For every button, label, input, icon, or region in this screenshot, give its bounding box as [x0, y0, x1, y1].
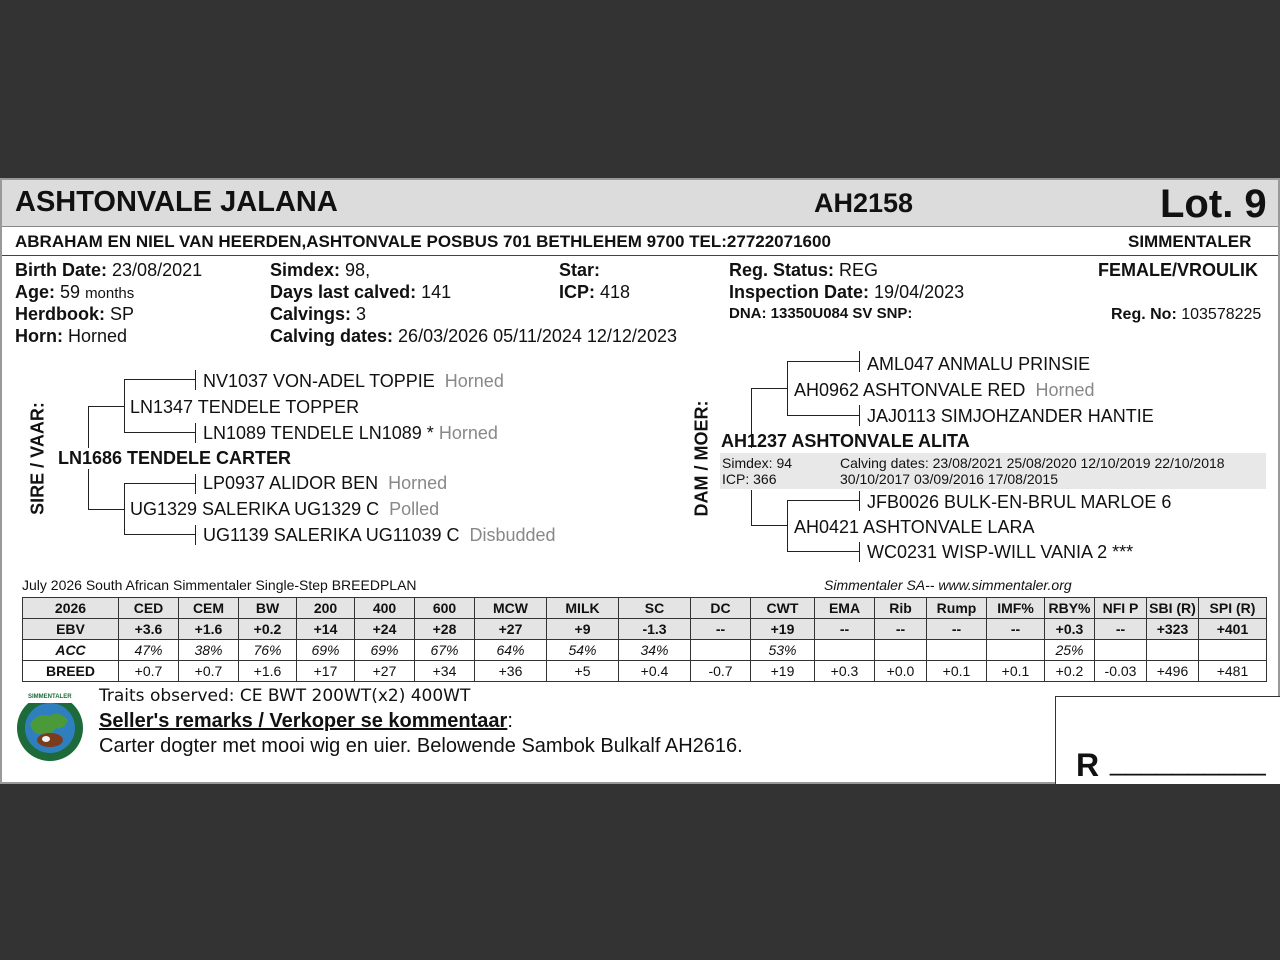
- sire-tree-line: [124, 534, 196, 535]
- breedplan-breed-cell: +496: [1147, 661, 1199, 682]
- breedplan-ebv-cell: +3.6: [119, 619, 179, 640]
- simmentaler-logo: [14, 690, 86, 762]
- breedplan-header-cell: MCW: [475, 598, 547, 619]
- simdex: Simdex: 98,: [270, 260, 371, 280]
- breedplan-breed-cell: +27: [355, 661, 415, 682]
- sire-tree-line: [195, 423, 196, 443]
- animal-name: ASHTONVALE JALANA: [15, 186, 338, 218]
- lot-card: [0, 178, 1280, 784]
- breedplan-breed-cell: +0.7: [179, 661, 239, 682]
- sire-dam-dam: UG1139 SALERIKA UG11039 C Disbudded: [203, 525, 556, 545]
- dam-dam-sire: JFB0026 BULK-EN-BRUL MARLOE 6: [867, 492, 1172, 512]
- sire-tree-line: [124, 483, 196, 484]
- breedplan-breed-cell: BREED: [23, 661, 119, 682]
- dam-calving-dates-cont: 30/10/2017 03/09/2016 17/08/2015: [840, 471, 1058, 487]
- sire-sire-dam: LN1089 TENDELE LN1089 * Horned: [203, 423, 498, 443]
- breedplan-header-cell: Rib: [875, 598, 927, 619]
- breedplan-header-cell: 200: [297, 598, 355, 619]
- price-box[interactable]: [1055, 696, 1280, 784]
- registration-id: AH2158: [814, 188, 914, 218]
- breedplan-breed-row: [23, 661, 1267, 682]
- sire-tree-line: [124, 379, 125, 433]
- reg-status: Reg. Status: REG: [729, 260, 879, 280]
- breedplan-ebv-cell: -1.3: [619, 619, 691, 640]
- breedplan-source: Simmentaler SA-- www.simmentaler.org: [824, 577, 1072, 593]
- sire-tree-line: [124, 483, 125, 535]
- dam-tree-line: [751, 388, 787, 389]
- dam-label: DAM / MOER:: [691, 400, 712, 517]
- breedplan-header-row: [23, 598, 1267, 619]
- breedplan-acc-cell: 54%: [547, 640, 619, 661]
- dam-tree-line: [751, 525, 787, 526]
- breedplan-acc-cell: 25%: [1045, 640, 1095, 661]
- breedplan-breed-cell: +5: [547, 661, 619, 682]
- breedplan-breed-cell: +34: [415, 661, 475, 682]
- breedplan-ebv-cell: +14: [297, 619, 355, 640]
- breedplan-ebv-cell: --: [875, 619, 927, 640]
- breedplan-acc-cell: [1199, 640, 1267, 661]
- breedplan-header-cell: CWT: [751, 598, 815, 619]
- dam-tree-line: [787, 500, 860, 501]
- breedplan-header-cell: EMA: [815, 598, 875, 619]
- breedplan-breed-cell: +1.6: [239, 661, 297, 682]
- sire-label: SIRE / VAAR:: [27, 402, 48, 515]
- breedplan-ebv-cell: +0.2: [239, 619, 297, 640]
- remarks-text: Carter dogter met mooi wig en uier. Belowende Sambok Bulkalf AH2616.: [99, 735, 743, 757]
- breedplan-acc-cell: [1147, 640, 1199, 661]
- breedplan-breed-cell: -0.7: [691, 661, 751, 682]
- breedplan-breed-cell: +0.7: [119, 661, 179, 682]
- dam-sire: AH0962 ASHTONVALE RED Horned: [794, 380, 1095, 400]
- breedplan-acc-row: [23, 640, 1267, 661]
- dam-calving-dates: Calving dates: 23/08/2021 25/08/2020 12/10/2019 22/10/2018: [840, 455, 1225, 471]
- dam-sire-dam: JAJ0113 SIMJOHZANDER HANTIE: [867, 406, 1154, 426]
- sire-tree-line: [124, 379, 196, 380]
- breedplan-acc-cell: [875, 640, 927, 661]
- breedplan-acc-cell: 38%: [179, 640, 239, 661]
- remarks-heading: Seller's remarks / Verkoper se kommentaar:: [99, 710, 513, 732]
- breedplan-ebv-cell: EBV: [23, 619, 119, 640]
- sire-dam-sire: LP0937 ALIDOR BEN Horned: [203, 473, 448, 493]
- dam-tree-line: [859, 542, 860, 562]
- breedplan-ebv-cell: +24: [355, 619, 415, 640]
- breedplan-acc-cell: [927, 640, 987, 661]
- dam-tree-line: [751, 490, 752, 526]
- breedplan-acc-cell: 64%: [475, 640, 547, 661]
- breedplan-title: July 2026 South African Simmentaler Single-Step BREEDPLAN: [22, 577, 417, 593]
- breedplan-acc-cell: 34%: [619, 640, 691, 661]
- breedplan-ebv-cell: +0.3: [1045, 619, 1095, 640]
- dam-tree-line: [859, 405, 860, 426]
- breedplan-header-cell: 600: [415, 598, 475, 619]
- breedplan-breed-cell: +36: [475, 661, 547, 682]
- breedplan-header-cell: CED: [119, 598, 179, 619]
- horn-status: Horn: Horned: [15, 326, 128, 346]
- breedplan-ebv-cell: +28: [415, 619, 475, 640]
- dam-icp: ICP: 366: [722, 471, 777, 487]
- sire-tree-line: [88, 509, 124, 510]
- breedplan-header-cell: RBY%: [1045, 598, 1095, 619]
- dam-tree-line: [859, 491, 860, 511]
- dam-dam-dam: WC0231 WISP-WILL VANIA 2 ***: [867, 542, 1134, 562]
- breedplan-acc-cell: 47%: [119, 640, 179, 661]
- breedplan-header-cell: NFI P: [1095, 598, 1147, 619]
- owner-bar: [2, 228, 1278, 256]
- birth-date: Birth Date: 23/08/2021: [15, 260, 203, 280]
- breedplan-ebv-cell: --: [691, 619, 751, 640]
- dam-tree-line: [787, 500, 788, 552]
- star: Star:: [559, 260, 601, 280]
- breedplan-header-cell: SC: [619, 598, 691, 619]
- breedplan-ebv-cell: +323: [1147, 619, 1199, 640]
- breedplan-breed-cell: +481: [1199, 661, 1267, 682]
- breedplan-ebv-cell: +1.6: [179, 619, 239, 640]
- breedplan-header-cell: DC: [691, 598, 751, 619]
- breedplan-ebv-cell: +401: [1199, 619, 1267, 640]
- breedplan-acc-cell: 53%: [751, 640, 815, 661]
- inspection-date: Inspection Date: 19/04/2023: [729, 282, 965, 302]
- days-last-calved: Days last calved: 141: [270, 282, 452, 302]
- sire-name: LN1686 TENDELE CARTER: [58, 448, 292, 468]
- breedplan-breed-cell: -0.03: [1095, 661, 1147, 682]
- breedplan-acc-cell: ACC: [23, 640, 119, 661]
- price-currency: R: [1076, 747, 1100, 783]
- breedplan-header-cell: MILK: [547, 598, 619, 619]
- breedplan-breed-cell: +0.3: [815, 661, 875, 682]
- breedplan-breed-cell: +0.1: [987, 661, 1045, 682]
- owner-details: ABRAHAM EN NIEL VAN HEERDEN,ASHTONVALE POSBUS 701 BETHLEHEM 9700 TEL:27722071600: [15, 232, 831, 251]
- sire-sire-sire: NV1037 VON-ADEL TOPPIE Horned: [203, 371, 504, 391]
- breedplan-acc-cell: [1095, 640, 1147, 661]
- dna-info: DNA: 13350U084 SV SNP:: [729, 305, 913, 322]
- sire-tree-line: [195, 525, 196, 545]
- breedplan-ebv-cell: +19: [751, 619, 815, 640]
- logo-text: SIMMENTALER: [28, 694, 72, 700]
- breedplan-header-cell: Rump: [927, 598, 987, 619]
- sire-sire: LN1347 TENDELE TOPPER: [130, 397, 360, 417]
- breedplan-header-cell: BW: [239, 598, 297, 619]
- calvings: Calvings: 3: [270, 304, 367, 324]
- sire-tree-line: [195, 474, 196, 494]
- breedplan-header-cell: IMF%: [987, 598, 1045, 619]
- dam-sire-sire: AML047 ANMALU PRINSIE: [867, 354, 1091, 374]
- breedplan-breed-cell: +19: [751, 661, 815, 682]
- sex: FEMALE/VROULIK: [1098, 260, 1258, 280]
- breedplan-header-cell: SBI (R): [1147, 598, 1199, 619]
- traits-observed: Traits observed: CE BWT 200WT(x2) 400WT: [99, 686, 471, 706]
- sire-tree-line: [124, 432, 196, 433]
- sire-tree-line: [88, 406, 124, 407]
- simmentaler-logo-icon: [14, 690, 86, 762]
- herdbook: Herdbook: SP: [15, 304, 135, 324]
- breedplan-ebv-row: [23, 619, 1267, 640]
- calving-dates: Calving dates: 26/03/2026 05/11/2024 12/12/2023: [270, 326, 677, 346]
- breedplan-acc-cell: 69%: [297, 640, 355, 661]
- breedplan-ebv-cell: +9: [547, 619, 619, 640]
- breedplan-breed-cell: +17: [297, 661, 355, 682]
- dam-tree-line: [787, 551, 860, 552]
- breedplan-header-cell: 2026: [23, 598, 119, 619]
- lot-number: Lot. 9: [1160, 182, 1267, 226]
- breedplan-acc-cell: 69%: [355, 640, 415, 661]
- breedplan-ebv-cell: --: [815, 619, 875, 640]
- breedplan-breed-cell: +0.4: [619, 661, 691, 682]
- dam-simdex: Simdex: 94: [722, 455, 793, 471]
- breedplan-breed-cell: +0.2: [1045, 661, 1095, 682]
- sire-dam: UG1329 SALERIKA UG1329 C Polled: [130, 499, 440, 519]
- dam-name: AH1237 ASHTONVALE ALITA: [721, 431, 970, 451]
- dam-tree-line: [787, 415, 860, 416]
- breedplan-breed-cell: +0.1: [927, 661, 987, 682]
- breedplan-acc-cell: 76%: [239, 640, 297, 661]
- breedplan-acc-cell: 67%: [415, 640, 475, 661]
- breedplan-breed-cell: +0.0: [875, 661, 927, 682]
- breedplan-ebv-cell: +27: [475, 619, 547, 640]
- dam-tree-line: [859, 351, 860, 372]
- age: Age: 59 months: [15, 282, 135, 302]
- dam-tree-line: [787, 361, 788, 416]
- breedplan-header-cell: CEM: [179, 598, 239, 619]
- breed-name: SIMMENTALER: [1128, 232, 1252, 251]
- breedplan-ebv-cell: --: [1095, 619, 1147, 640]
- breedplan-header-cell: 400: [355, 598, 415, 619]
- dam-tree-line: [787, 361, 860, 362]
- icp: ICP: 418: [559, 282, 631, 302]
- breedplan-ebv-cell: --: [987, 619, 1045, 640]
- title-bar: [2, 180, 1278, 227]
- breedplan-acc-cell: [987, 640, 1045, 661]
- breedplan-table: [22, 597, 1267, 682]
- breedplan-ebv-cell: --: [927, 619, 987, 640]
- price-blank[interactable]: __________: [1110, 745, 1266, 776]
- reg-no: Reg. No: 103578225: [1111, 306, 1262, 323]
- sire-tree-line: [195, 370, 196, 390]
- breedplan-acc-cell: [815, 640, 875, 661]
- breedplan-header-cell: SPI (R): [1199, 598, 1267, 619]
- dam-dam: AH0421 ASHTONVALE LARA: [794, 517, 1035, 537]
- breedplan-acc-cell: [691, 640, 751, 661]
